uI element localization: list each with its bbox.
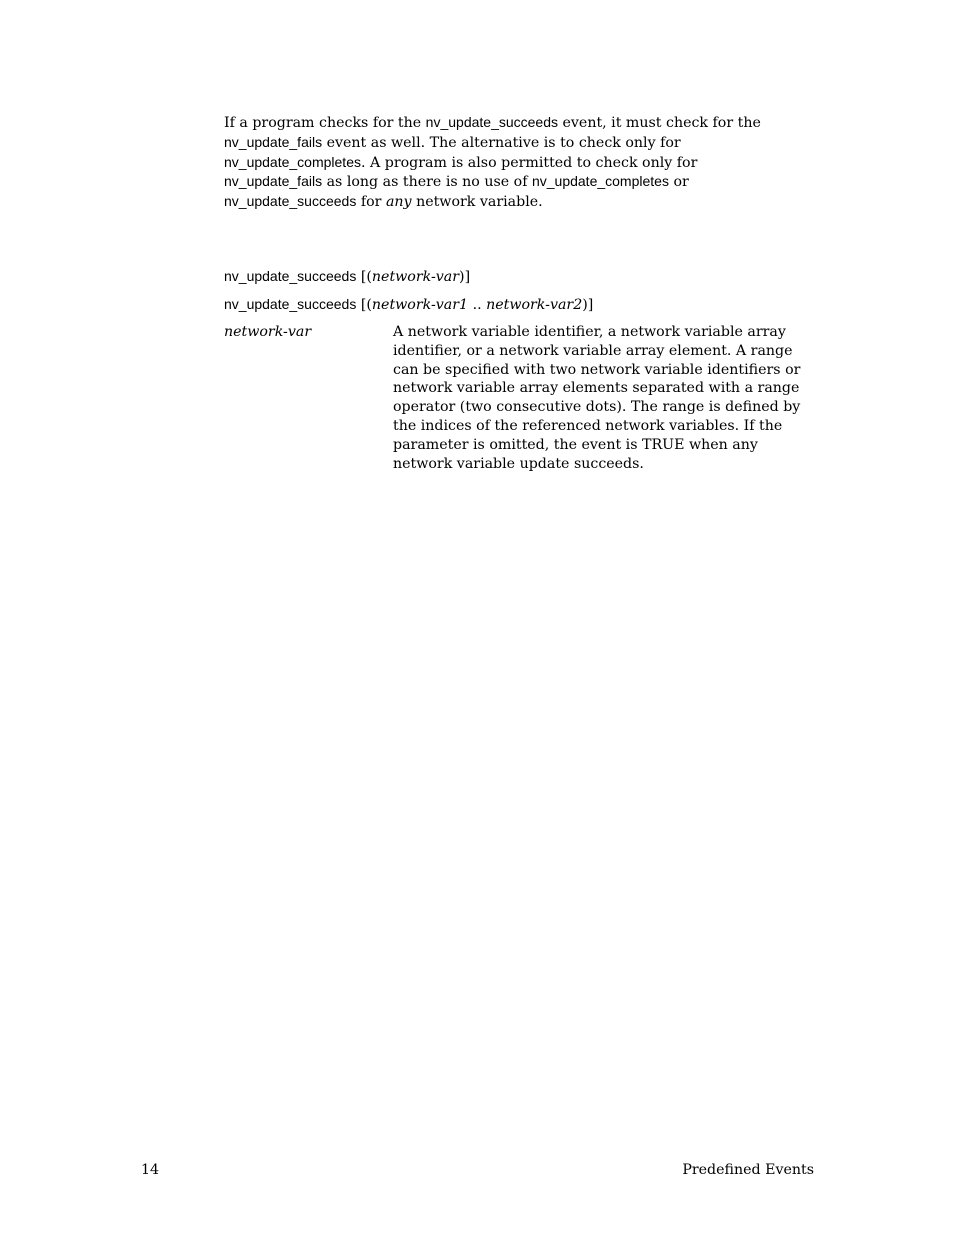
parameter-description-line: identifier, or a network variable array element. A range [393, 342, 793, 359]
syntax-keyword: nv_update_succeeds [224, 268, 357, 284]
syntax-line-single: nv_update_succeeds [(network-var)] [224, 268, 471, 285]
syntax-keyword: nv_update_succeeds [224, 296, 357, 312]
intro-paragraph [224, 113, 814, 212]
parameter-description-line: parameter is omitted, the event is TRUE when any [393, 436, 758, 453]
syntax-param-start: network-var1 [371, 297, 469, 313]
syntax-line-range: nv_update_succeeds [(network-var1 .. network-var2)] [224, 296, 594, 313]
keyword-nv-update-succeeds: nv_update_succeeds [425, 114, 558, 130]
parameter-description-line: A network variable identifier, a network variable array [393, 324, 786, 340]
page-number: 14 [141, 1162, 160, 1178]
keyword-nv-update-completes: nv_update_completes [531, 173, 669, 190]
intro-line-1: If a program checks for the nv_update_succeeds event, it must check for the [224, 114, 761, 131]
intro-line-4: nv_update_fails as long as there is no use of nv_update_completes or [224, 173, 689, 191]
keyword-nv-update-succeeds: nv_update_succeeds [224, 193, 357, 210]
syntax-param-end: network-var2 [486, 297, 583, 313]
parameter-description-line: the indices of the referenced network variables. If the [393, 417, 783, 434]
parameter-description-line: network variable update succeeds. [393, 455, 644, 472]
intro-line-2: nv_update_fails event as well. The alternative is to check only for [224, 133, 681, 151]
parameter-description-line: network variable array elements separated with a range [393, 380, 800, 397]
keyword-nv-update-completes: nv_update_completes [224, 153, 361, 170]
keyword-nv-update-fails: nv_update_fails [224, 173, 323, 190]
intro-line-5: nv_update_succeeds for any network variable. [224, 193, 543, 211]
parameter-description-line: can be specified with two network variable identifiers or [393, 361, 801, 378]
intro-line-3: nv_update_completes. A program is also permitted to check only for [224, 153, 698, 171]
parameter-description [393, 323, 813, 473]
syntax-param: network-var [371, 269, 460, 285]
parameter-description-line: operator (two consecutive dots). The range is defined by [393, 399, 801, 416]
emphasis-any: any [385, 194, 412, 211]
footer-section-title: Predefined Events [682, 1162, 814, 1178]
parameter-name: network-var [224, 324, 312, 340]
keyword-nv-update-fails: nv_update_fails [224, 133, 323, 150]
